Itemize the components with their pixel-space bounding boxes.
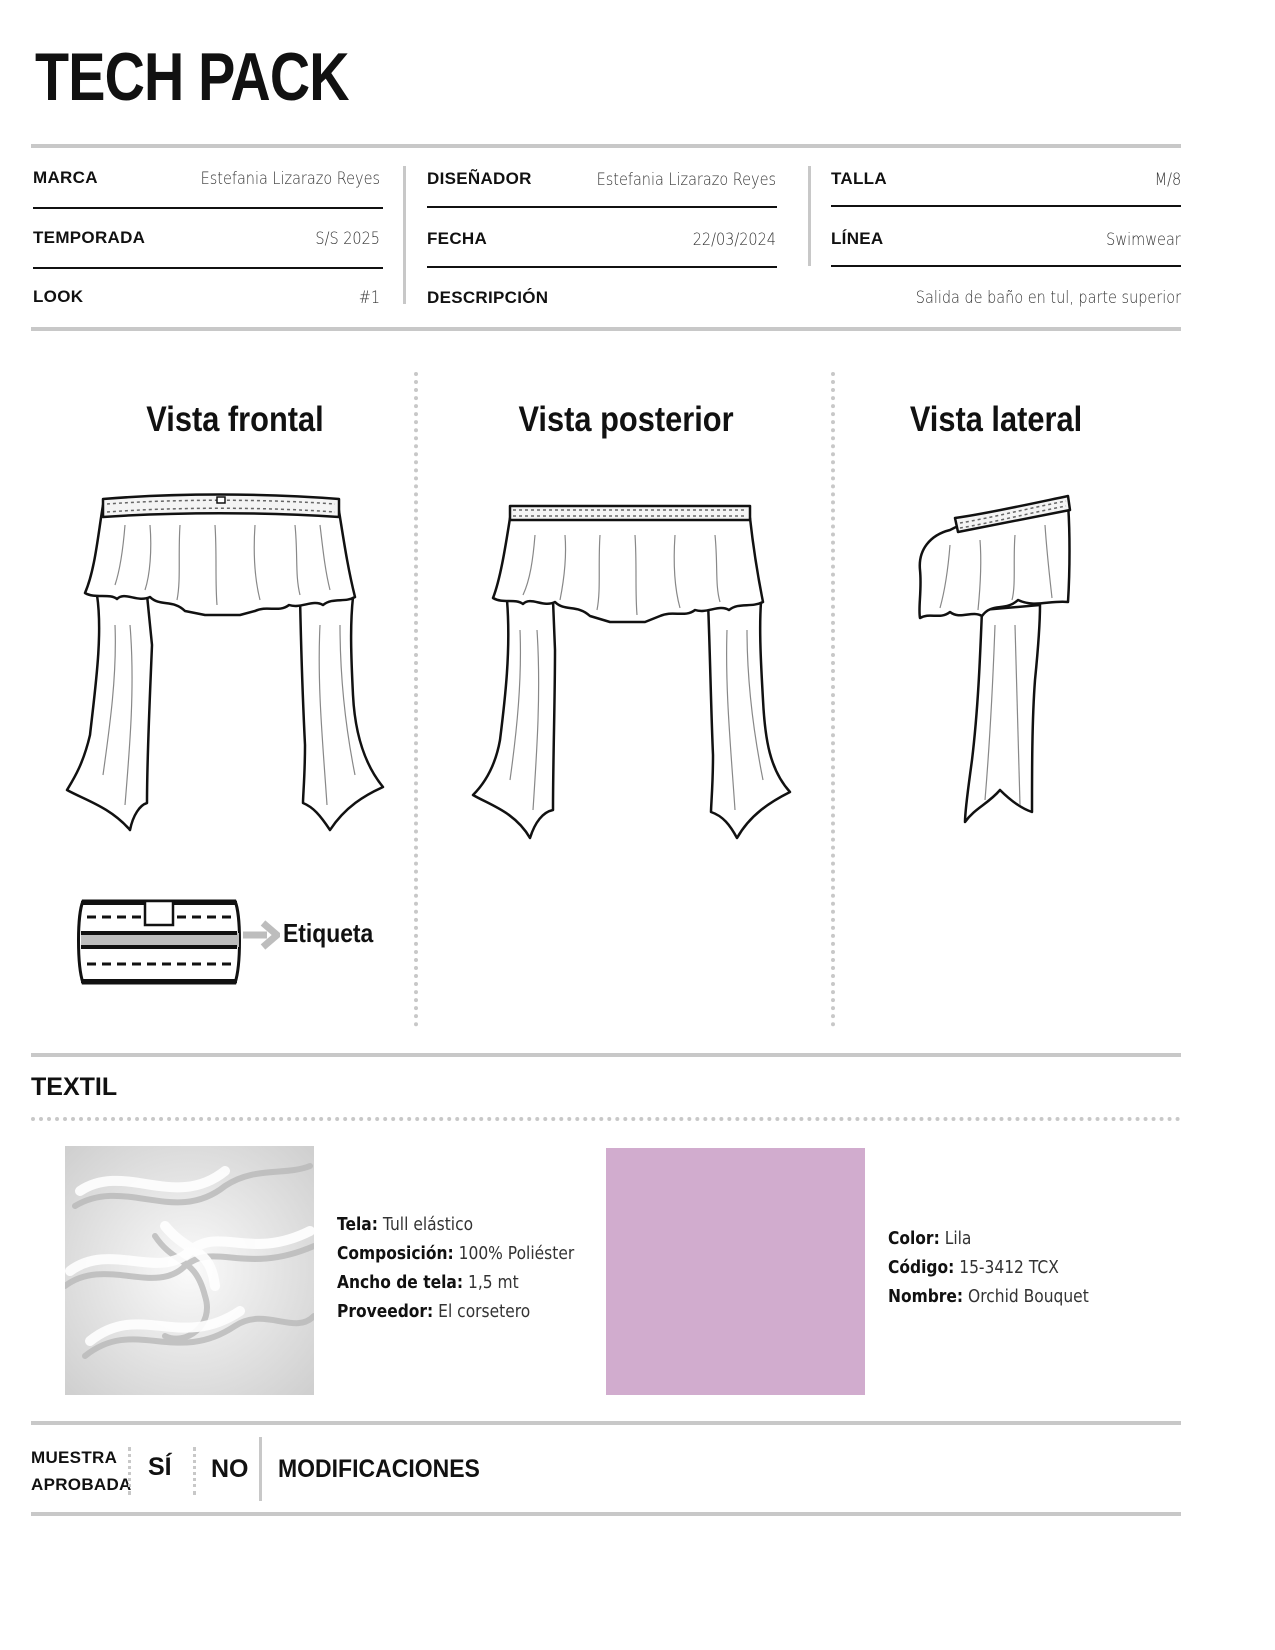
color-specs [888,1224,1089,1311]
disenador-label: DISEÑADOR [427,169,532,188]
fecha-label: FECHA [427,229,488,248]
no-option[interactable]: NO [211,1455,249,1483]
si-option[interactable]: SÍ [148,1453,172,1481]
composicion-label: Composición: [337,1243,454,1264]
nombre-label: Nombre: [888,1286,964,1307]
talla-value: M/8 [1154,170,1181,190]
muestra-aprobada-label [31,1444,132,1498]
disenador-value: Estefania Lizarazo Reyes [596,170,776,190]
ancho-label: Ancho de tela: [337,1272,464,1293]
column-separator [259,1437,262,1501]
color-label: Color: [888,1228,940,1249]
fabric-photo [65,1146,314,1395]
dotted-separator [128,1447,131,1495]
aprobada-line: APROBADA [31,1475,132,1494]
tela-label: Tela: [337,1214,378,1235]
muestra-line: MUESTRA [31,1448,118,1467]
proveedor-value: El corsetero [438,1301,531,1322]
proveedor-label: Proveedor: [337,1301,434,1322]
divider [31,144,1181,148]
column-separator [808,166,811,266]
rule [427,266,777,268]
codigo-label: Código: [888,1257,955,1278]
fecha-value: 22/03/2024 [692,230,776,250]
modificaciones-label: MODIFICACIONES [278,1455,480,1483]
tela-value: Tull elástico [382,1214,474,1235]
side-view-sketch [910,490,1085,830]
look-value: #1 [358,288,380,308]
rule [831,205,1181,207]
divider [31,1421,1181,1425]
page-title: TECH PACK [35,39,349,115]
front-view-sketch [55,485,395,840]
dotted-separator [831,372,835,1027]
label-detail-sketch [75,895,280,990]
dotted-divider [31,1117,1181,1121]
divider [31,1512,1181,1516]
talla-label: TALLA [831,169,887,188]
dotted-separator [414,372,418,1027]
linea-value: Swimwear [1106,230,1181,250]
view-title-back: Vista posterior [518,400,734,439]
view-title-front: Vista frontal [146,400,324,439]
divider [31,1053,1181,1057]
rule [33,207,383,209]
color-value: Lila [944,1228,972,1249]
ancho-value: 1,5 mt [467,1272,519,1293]
temporada-label: TEMPORADA [33,228,146,247]
fabric-specs [337,1210,574,1326]
descripcion-label: DESCRIPCIÓN [427,288,549,307]
composicion-value: 100% Poliéster [458,1243,575,1264]
descripcion-value: Salida de baño en tul, parte superior [915,288,1181,308]
marca-value: Estefania Lizarazo Reyes [200,169,380,189]
nombre-value: Orchid Bouquet [968,1286,1089,1307]
codigo-value: 15-3412 TCX [959,1257,1059,1278]
divider [31,327,1181,331]
linea-label: LÍNEA [831,229,884,248]
rule [33,267,383,269]
dotted-separator [193,1447,196,1495]
column-separator [403,166,406,304]
marca-label: MARCA [33,168,98,187]
back-view-sketch [465,500,800,845]
rule [831,265,1181,267]
label-callout: Etiqueta [283,918,374,948]
temporada-value: S/S 2025 [315,229,380,249]
color-swatch [606,1148,865,1395]
section-title-textil: TEXTIL [31,1073,118,1101]
rule [427,206,777,208]
look-label: LOOK [33,287,84,306]
view-title-side: Vista lateral [909,400,1083,439]
